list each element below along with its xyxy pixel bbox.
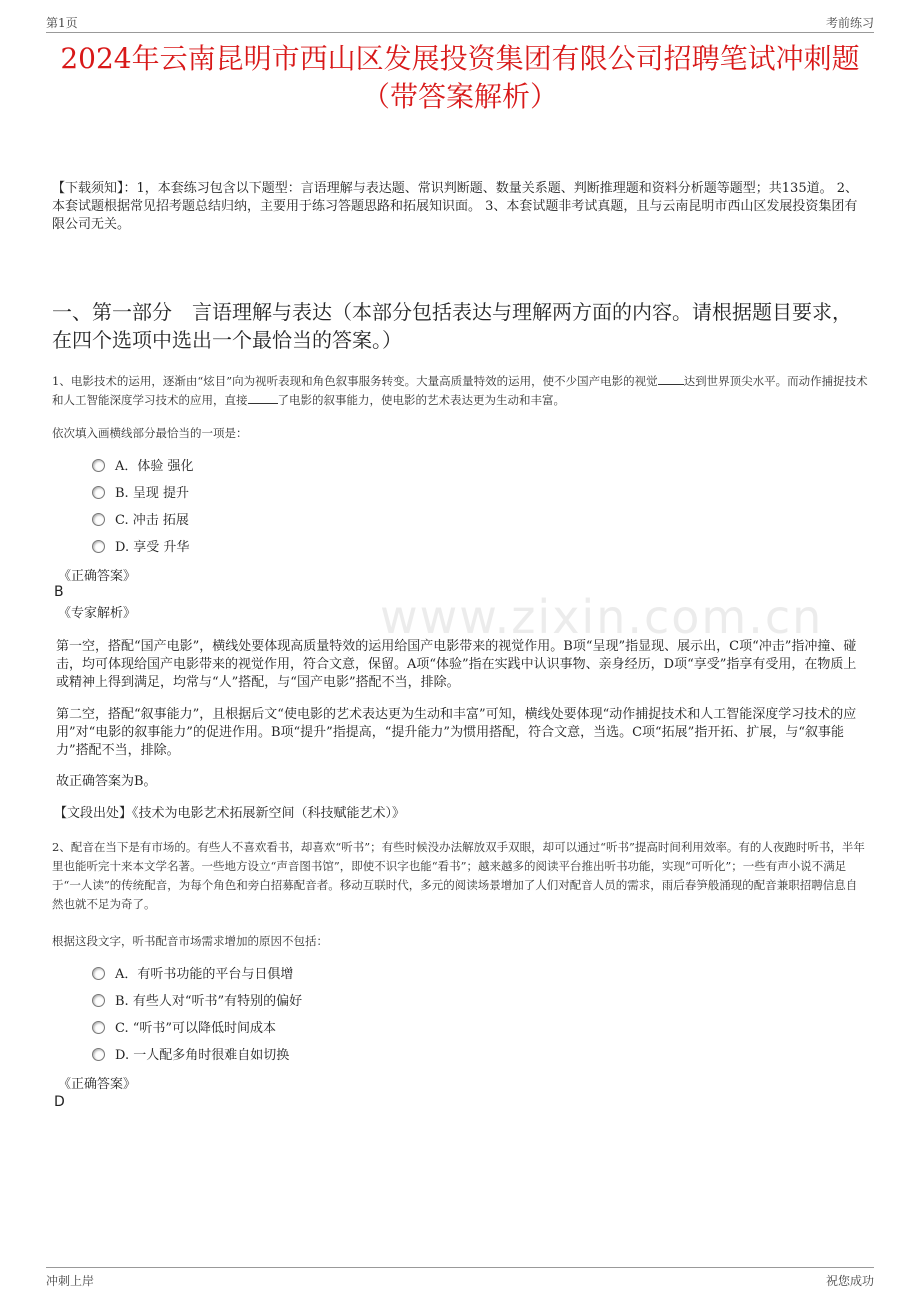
- header-label: 考前练习: [825, 16, 874, 30]
- download-notice: 【下载须知】：1，本套练习包含以下题型：言语理解与表达题、常识判断题、数量关系题、判断推理题和资料分析题等题型；共135道。 2、本套试题根据常见招考题总结归纳，主要用于练习答题思路和拓展知识面。 3、本套试题非考试真题，且与云南昆明市西山区发展投资集团有限公司无关。: [52, 181, 858, 232]
- q1-answer: B: [54, 584, 64, 600]
- question-1-stem: 1、电影技术的运用，逐渐由“炫目”向为视听表现和角色叙事服务转变。大量高质量特效的运用，使不少国产电影的视觉 达到世界顶尖水平。而动作捕捉技术和人工智能深度学习技术的应用，直接 了电影的叙事能力，使电影的艺术表达更为生动和丰富。: [52, 374, 868, 407]
- watermark: www.zixin.com.cn: [380, 590, 824, 644]
- q1-option-c[interactable]: C. 冲击 拓展: [92, 512, 189, 530]
- radio-icon[interactable]: [92, 1021, 105, 1034]
- page-title: 2024年云南昆明市西山区发展投资集团有限公司招聘笔试冲刺题（带答案解析）: [60, 42, 860, 113]
- radio-icon[interactable]: [92, 540, 105, 553]
- page-footer: [46, 1267, 874, 1290]
- radio-icon[interactable]: [92, 459, 105, 472]
- page-number: 第1页: [46, 16, 78, 30]
- q1-option-a[interactable]: A．体验 强化: [92, 458, 194, 476]
- question-2-prompt: 根据这段文字，听书配音市场需求增加的原因不包括：: [52, 934, 328, 948]
- radio-icon[interactable]: [92, 967, 105, 980]
- q1-answer-label: 《正确答案》: [58, 569, 137, 584]
- q2-answer-label: 《正确答案》: [58, 1077, 137, 1092]
- footer-right-label: 祝您成功: [825, 1274, 874, 1288]
- footer-left-label: 冲刺上岸: [46, 1274, 95, 1288]
- q2-option-c[interactable]: C. “听书”可以降低时间成本: [92, 1020, 276, 1038]
- section-heading: 一、第一部分 言语理解与表达（本部分包括表达与理解两方面的内容。请根据题目要求，在四个选项中选出一个最恰当的答案。）: [52, 300, 852, 352]
- q2-answer: D: [54, 1094, 65, 1110]
- q1-analysis-2: 第二空，搭配“叙事能力”，且根据后文“使电影的艺术表达更为生动和丰富”可知，横线处要体现“动作捕捉技术和人工智能深度学习技术的应用”对“电影的叙事能力”的促进作用。B项“提升”指提高，“提升能力”为惯用搭配，符合文意，当选。C项“拓展”指开拓、扩展，与“叙事能力”搭配不当，排除。: [56, 707, 857, 758]
- q1-option-b[interactable]: B. 呈现 提升: [92, 485, 189, 503]
- q1-analysis-label: 《专家解析》: [58, 606, 137, 621]
- radio-icon[interactable]: [92, 486, 105, 499]
- q2-option-b[interactable]: B. 有些人对“听书”有特别的偏好: [92, 993, 302, 1011]
- q1-source: 【文段出处】《技术为电影艺术拓展新空间（科技赋能艺术）》: [54, 806, 406, 821]
- q2-option-a[interactable]: A．有听书功能的平台与日俱增: [92, 966, 293, 984]
- radio-icon[interactable]: [92, 1048, 105, 1061]
- q2-option-d[interactable]: D. 一人配多角时很难自如切换: [92, 1047, 289, 1065]
- question-2-stem: 2、配音在当下是有市场的。有些人不喜欢看书，却喜欢“听书”；有些时候没办法解放双手双眼，却可以通过“听书”提高时间利用效率。有的人夜跑时听书，半年里也能听完十来本文学名著。一些地方设立“声音图书馆”，即使不识字也能“看书”；越来越多的阅读平台推出听书功能，实现“可听化”；一些有声小说不满足于“一人读”的传统配音，为每个角色和旁白招募配音者。移动互联时代，多元的阅读场景增加了人们对配音人员的需求，雨后春笋般涌现的配音兼职招聘信息自然也就不足为奇了。: [52, 840, 865, 911]
- q1-conclusion: 故正确答案为B。: [56, 774, 157, 789]
- page-header: [46, 12, 874, 33]
- q1-analysis-1: 第一空，搭配“国产电影”，横线处要体现高质量特效的运用给国产电影带来的视觉作用。B项“呈现”指显现、展示出，C项“冲击”指冲撞、碰击，均可体现给国产电影带来的视觉作用，符合文意，保留。A项“体验”指在实践中认识事物、亲身经历，D项“享受”指享有受用，在物质上或精神上得到满足，均常与“人”搭配，与“国产电影”搭配不当，排除。: [56, 639, 857, 690]
- radio-icon[interactable]: [92, 513, 105, 526]
- q1-option-d[interactable]: D. 享受 升华: [92, 539, 189, 557]
- radio-icon[interactable]: [92, 994, 105, 1007]
- question-1-prompt: 依次填入画横线部分最恰当的一项是：: [52, 426, 248, 440]
